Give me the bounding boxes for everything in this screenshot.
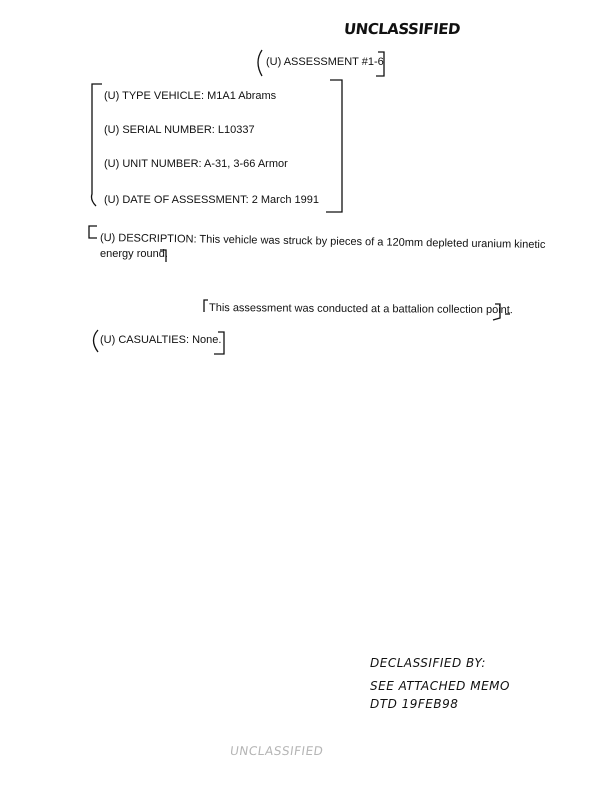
fields-close-bracket <box>326 80 342 212</box>
type-vehicle-field: (U) TYPE VEHICLE: M1A1 Abrams <box>104 90 277 102</box>
description-line-1: (U) DESCRIPTION: This vehicle was struck by pieces of a 120mm depleted uranium kinetic <box>99 232 546 251</box>
date-of-assessment-field: (U) DATE OF ASSESSMENT: 2 March 1991 <box>104 194 319 206</box>
casualties-open-bracket <box>94 330 99 352</box>
classification-stamp-bottom: UNCLASSIFIED <box>229 744 325 758</box>
description-open-bracket <box>89 226 97 238</box>
fields-open-bracket <box>92 84 103 206</box>
casualties-field: (U) CASUALTIES: None. <box>100 334 222 346</box>
assessment-title: (U) ASSESSMENT #1-6 <box>266 56 384 68</box>
description-line-2: energy round. <box>100 248 168 260</box>
declassified-by-line: DECLASSIFIED BY: <box>370 656 486 670</box>
unit-number-field: (U) UNIT NUMBER: A-31, 3-66 Armor <box>104 158 288 170</box>
collection-point-note: This assessment was conducted at a battalion collection point. <box>208 302 513 317</box>
serial-number-field: (U) SERIAL NUMBER: L10337 <box>104 124 255 136</box>
title-open-bracket <box>258 50 262 76</box>
dated-line: DTD 19FEB98 <box>370 697 459 711</box>
see-attached-memo-line: SEE ATTACHED MEMO <box>370 679 510 693</box>
classification-stamp-top: UNCLASSIFIED <box>343 20 461 38</box>
note-open-bracket <box>204 300 208 312</box>
